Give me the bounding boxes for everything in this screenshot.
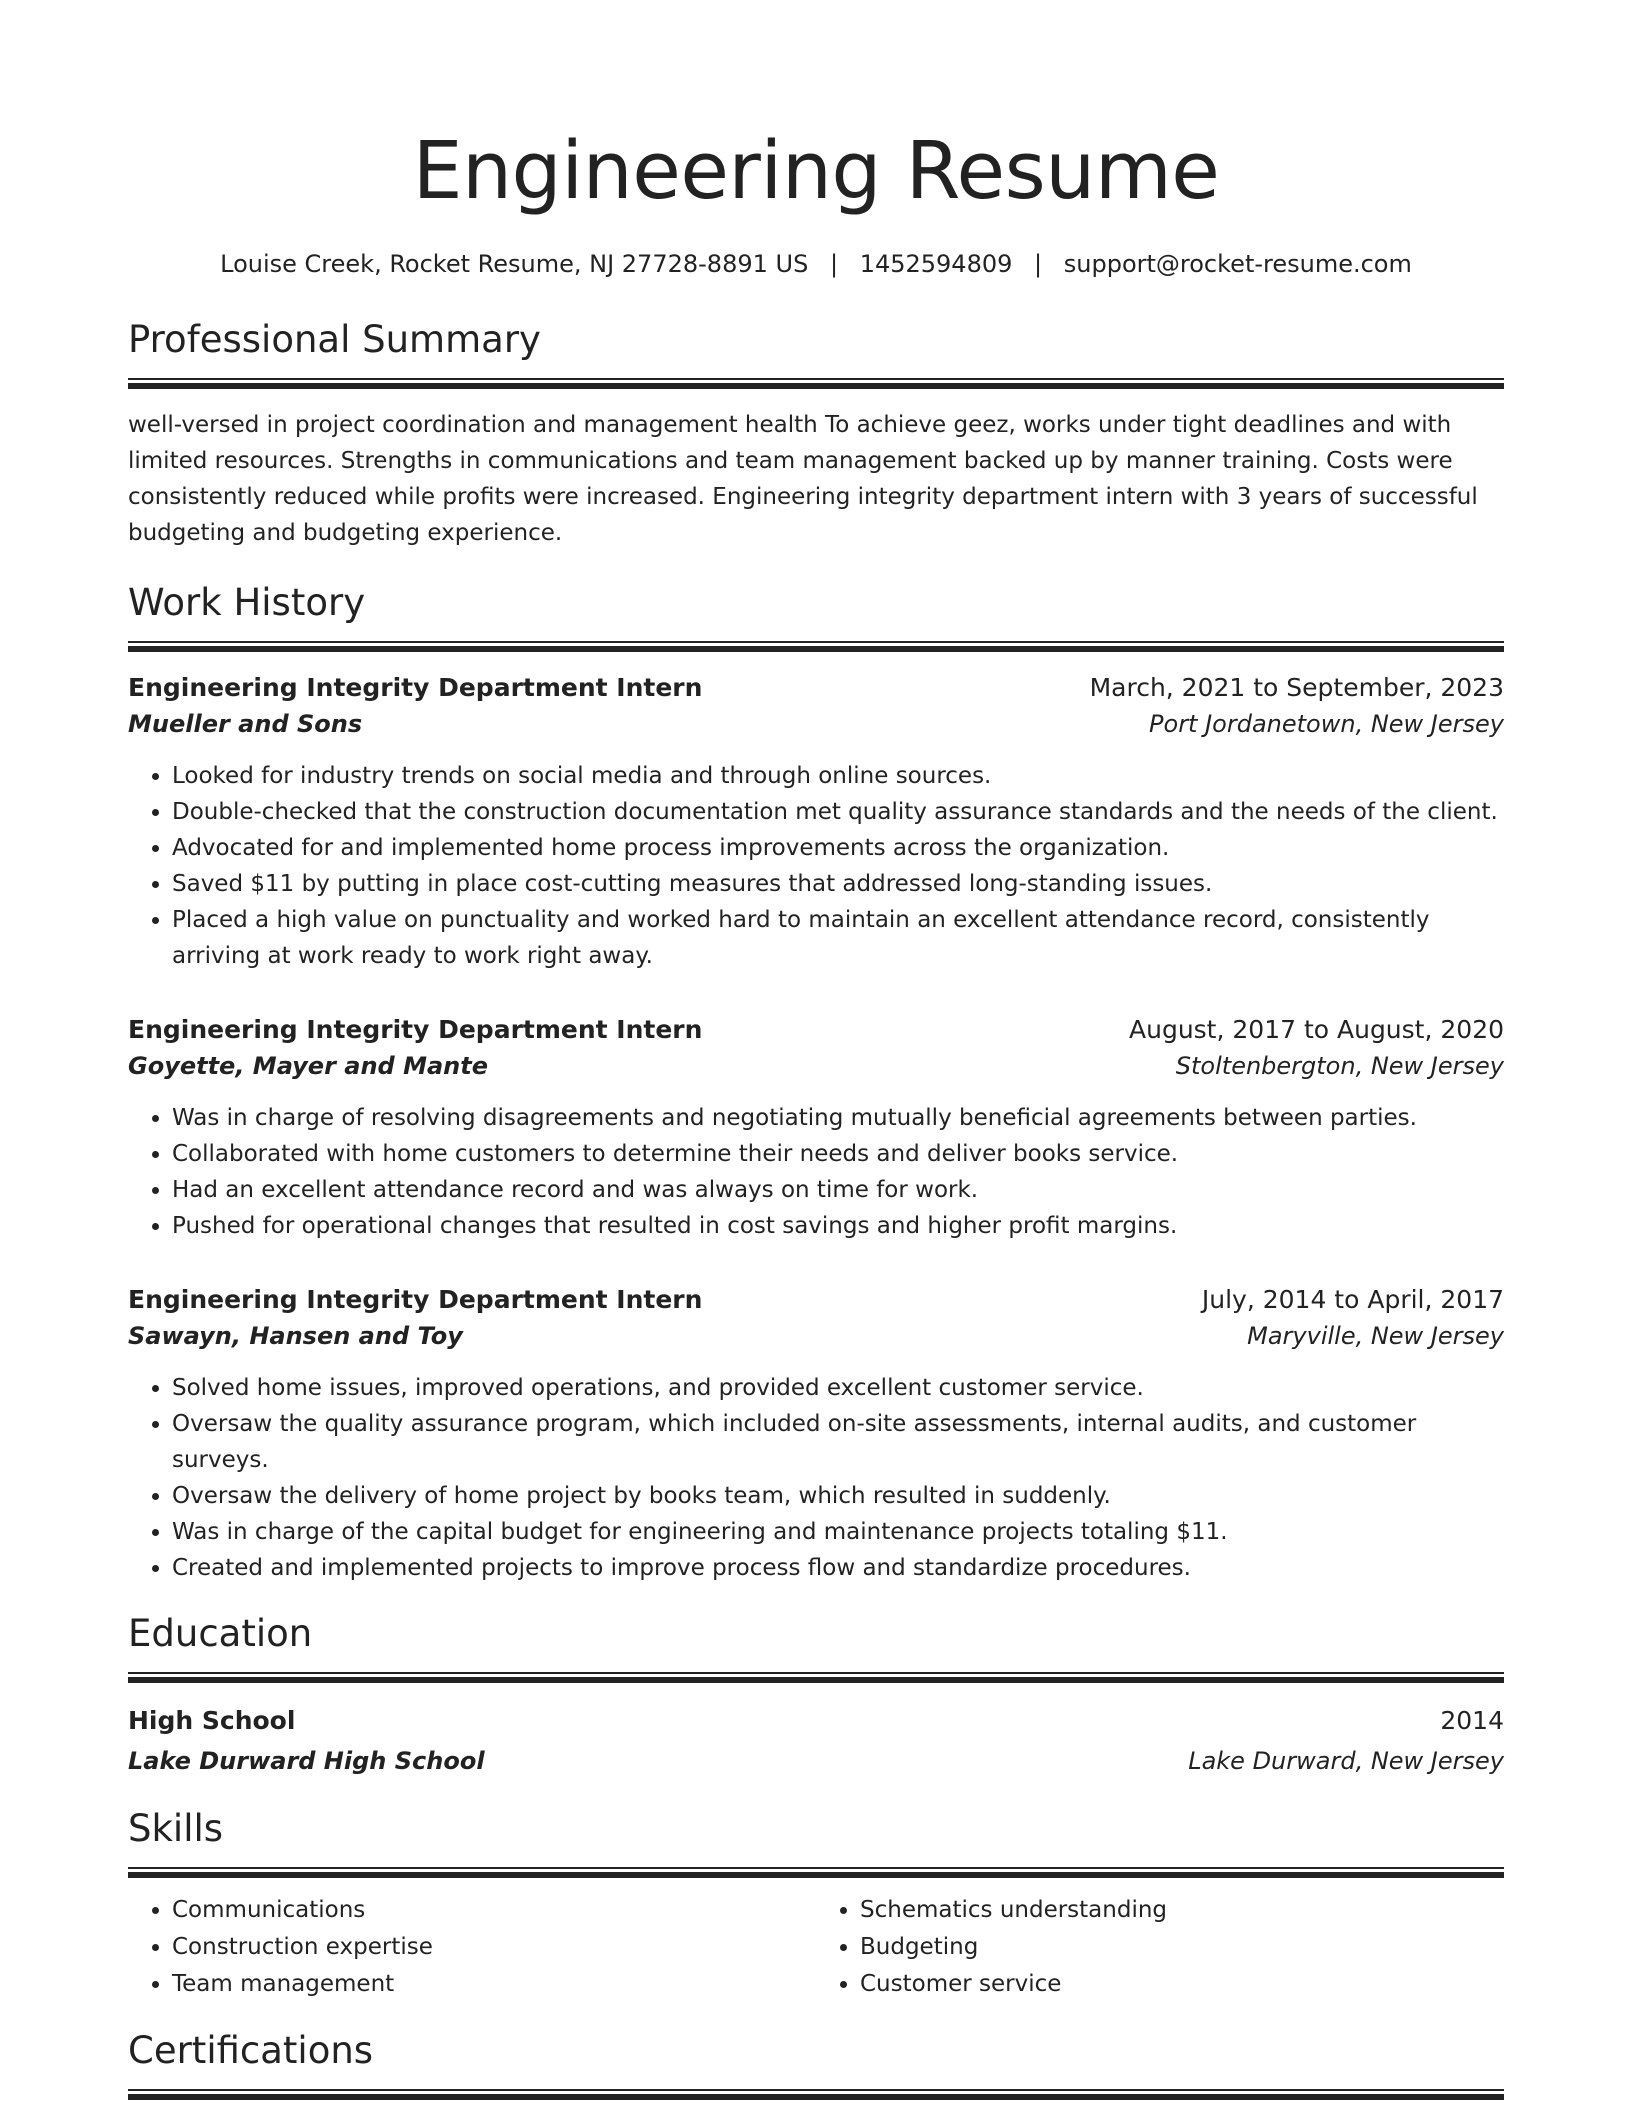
certifications-heading: Certifications [128,2029,374,2072]
summary-section [128,316,1504,551]
job-dates: March, 2021 to September, 2023 [1089,673,1504,702]
job-bullet: • Created and implemented projects to improve process flow and standardize procedures. [172,1550,1504,1586]
contact-phone: 1452594809 [859,250,1013,278]
section-divider [128,1867,1504,1878]
job-bullets [128,758,1504,974]
job-entry [128,670,1504,974]
skills-heading: Skills [128,1807,224,1850]
job-bullet: • Collaborated with home customers to determine their needs and deliver books service. [172,1136,1504,1172]
education-school: Lake Durward High School [128,1747,485,1775]
skills-list-right [816,1892,1504,2003]
job-dates: August, 2017 to August, 2020 [1129,1015,1504,1044]
contact-address: Louise Creek, Rocket Resume, NJ 27728-8891 US [220,250,809,278]
education-entry [128,1701,1504,1781]
education-degree: High School [128,1706,296,1735]
education-location: Lake Durward, New Jersey [1188,1747,1504,1775]
job-dates: July, 2014 to April, 2017 [1201,1285,1504,1314]
contact-separator: | [1034,250,1043,278]
work-history-heading: Work History [128,581,366,624]
job-title: Engineering Integrity Department Intern [128,1285,703,1314]
section-divider [128,1672,1504,1683]
job-bullet: • Saved $11 by putting in place cost-cutting measures that addressed long-standing issues. [172,866,1504,902]
job-bullet: • Solved home issues, improved operations, and provided excellent customer service. [172,1370,1504,1406]
job-bullet: • Was in charge of the capital budget for engineering and maintenance projects totaling $11. [172,1514,1504,1550]
skill-item: • Schematics understanding [860,1892,1504,1929]
skills-columns [128,1892,1504,2003]
skill-item: • Team management [172,1966,816,2003]
job-title: Engineering Integrity Department Intern [128,673,703,702]
job-entry [128,1282,1504,1586]
summary-heading: Professional Summary [128,318,541,361]
job-bullets [128,1370,1504,1586]
job-title: Engineering Integrity Department Intern [128,1015,703,1044]
skills-section [128,1805,1504,2003]
job-bullet: • Advocated for and implemented home process improvements across the organization. [172,830,1504,866]
job-bullet: • Oversaw the delivery of home project by books team, which resulted in suddenly. [172,1478,1504,1514]
skill-item: • Customer service [860,1966,1504,2003]
job-bullet: • Had an excellent attendance record and was always on time for work. [172,1172,1504,1208]
job-bullets [128,1100,1504,1244]
work-history-section [128,579,1504,1586]
resume-title: Engineering Resume [412,125,1220,217]
certifications-section [128,2027,1504,2100]
education-section [128,1610,1504,1781]
job-bullet: • Looked for industry trends on social media and through online sources. [172,758,1504,794]
job-bullet: • Was in charge of resolving disagreements and negotiating mutually beneficial agreements between parties. [172,1100,1504,1136]
summary-text: well-versed in project coordination and management health To achieve geez, works under tight deadlines and with limited resources. Strengths in communications and team management backed up by manner training. Costs were consistently reduced while profits were increased. Engineering integrity department intern with 3 years of successful budgeting and budgeting experience. [128,412,1478,546]
job-company: Goyette, Mayer and Mante [128,1052,488,1080]
job-bullet: • Pushed for operational changes that resulted in cost savings and higher profit margins. [172,1208,1504,1244]
job-entry [128,1012,1504,1244]
job-location: Stoltenbergton, New Jersey [1175,1052,1504,1080]
section-divider [128,641,1504,652]
section-divider [128,2089,1504,2100]
job-company: Mueller and Sons [128,710,363,738]
education-heading: Education [128,1612,313,1655]
job-bullet: • Placed a high value on punctuality and worked hard to maintain an excellent attendance record, consistently arriving at work ready to work right away. [172,902,1504,974]
contact-line [128,248,1504,280]
job-company: Sawayn, Hansen and Toy [128,1322,463,1350]
skill-item: • Construction expertise [172,1929,816,1966]
education-year: 2014 [1440,1706,1504,1735]
skills-list-left [128,1892,816,2003]
job-location: Port Jordanetown, New Jersey [1149,710,1504,738]
job-bullet: • Oversaw the quality assurance program, which included on-site assessments, internal audits, and customer surveys. [172,1406,1504,1478]
section-divider [128,378,1504,389]
skill-item: • Budgeting [860,1929,1504,1966]
contact-separator: | [829,250,839,278]
contact-email: support@rocket-resume.com [1063,250,1412,278]
job-location: Maryville, New Jersey [1247,1322,1504,1350]
job-bullet: • Double-checked that the construction documentation met quality assurance standards and the needs of the client. [172,794,1504,830]
skill-item: • Communications [172,1892,816,1929]
